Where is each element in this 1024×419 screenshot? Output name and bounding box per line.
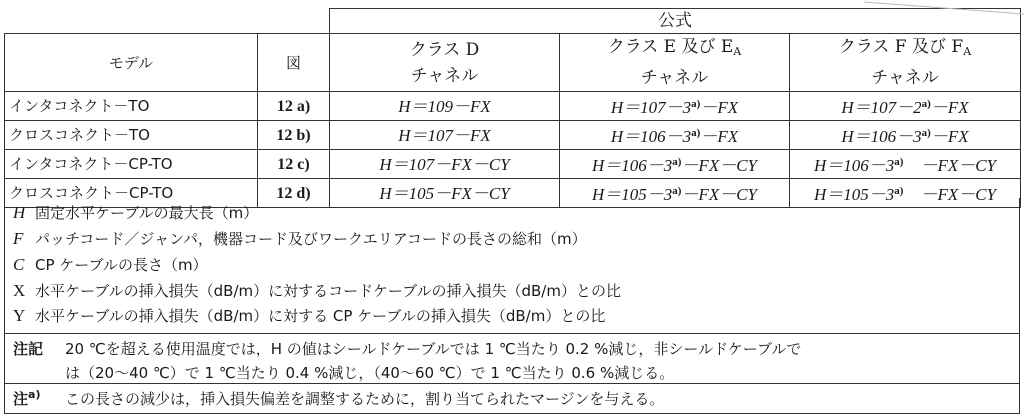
footnote-mark: a): [672, 156, 682, 168]
footnote-mark: a): [894, 156, 904, 168]
definition-item: [13, 202, 258, 223]
footnote-label-mark: a): [28, 388, 41, 401]
formula-part: －FX: [700, 127, 739, 146]
formula-part: H＝107－3: [610, 98, 692, 117]
class-e-label: クラス E 及び E: [607, 37, 734, 57]
class-d-formula: H＝107－FX－CY: [330, 150, 560, 179]
note-text-1: 20 ℃を超える使用温度では，H の値はシールドケーブルでは 1 ℃当たり 0.2 %減じ，非シールドケーブルで: [65, 340, 802, 358]
class-d-header: [330, 34, 560, 92]
notes-box: [4, 198, 1020, 414]
definition-text: 水平ケーブルの挿入損失（dB/m）に対する CP ケーブルの挿入損失（dB/m）との比: [35, 307, 606, 325]
formula-part: －FX－CY: [681, 185, 757, 204]
formula-part: H＝105－3: [591, 185, 673, 204]
footnote-mark: a): [691, 127, 701, 139]
class-f-header: [790, 34, 1021, 92]
footnote-mark: a): [691, 98, 701, 110]
definition-symbol: X: [13, 281, 26, 300]
class-e-header: [560, 34, 790, 92]
class-f-formula: [790, 150, 1021, 179]
class-e-formula: [560, 150, 790, 179]
figure-cell: 12 a): [258, 92, 330, 121]
class-d-formula: H＝107－FX: [330, 121, 560, 150]
class-f-subscript: A: [963, 45, 972, 58]
class-f-label: クラス F 及び F: [838, 37, 964, 57]
class-e-subscript: A: [733, 45, 742, 58]
formula-part: －FX: [700, 98, 739, 117]
footnote-mark: a): [672, 185, 682, 197]
footnote-label-text: 注: [13, 390, 29, 408]
definition-symbol: Y: [13, 306, 26, 325]
class-f-channel: チャネル: [871, 68, 939, 88]
definition-text: 水平ケーブルの挿入損失（dB/m）に対するコードケーブルの挿入損失（dB/m）との比: [35, 282, 621, 300]
class-e-channel: チャネル: [640, 68, 709, 88]
note-line-1: [13, 338, 801, 359]
class-d-label: クラス D: [409, 39, 480, 60]
definition-symbol: C: [13, 255, 25, 274]
figure-cell: 12 c): [258, 150, 330, 179]
formula-part: H＝106－3: [591, 156, 673, 175]
formula-part: H＝106－3: [814, 156, 895, 175]
table-row: [5, 92, 1021, 121]
definition-item: [13, 280, 621, 301]
definition-item: [13, 228, 587, 249]
class-d-channel: チャネル: [410, 65, 479, 86]
figure-column-header: 図: [258, 34, 330, 92]
class-e-formula: [560, 121, 790, 150]
figure-cell: 12 d): [258, 179, 330, 208]
definition-text: パッチコード／ジャンパ，機器コード及びワークエリアコードの長さの総和（m）: [35, 230, 587, 248]
footnote: [13, 388, 664, 409]
class-f-formula: [790, 92, 1021, 121]
formula-part: H＝106－3: [841, 127, 922, 146]
definition-item: [13, 254, 208, 275]
channel-length-table: [4, 8, 1021, 208]
blank-corner: [5, 9, 330, 34]
model-cell: クロスコネクト－CP-TO: [5, 179, 258, 208]
formula-part: －FX: [930, 98, 969, 117]
formula-part: －FX－CY: [681, 156, 757, 175]
model-cell: インタコネクト－TO: [5, 92, 258, 121]
definition-text: CP ケーブルの長さ（m）: [35, 256, 208, 274]
scan-mark-icon: [864, 0, 1024, 16]
footnote-text: この長さの減少は，挿入損失偏差を調整するために，割り当てられたマージンを与える。: [65, 390, 665, 408]
table-row: [5, 150, 1021, 179]
formula-part: H＝106－3: [610, 127, 692, 146]
figure-cell: 12 b): [258, 121, 330, 150]
note-label: 注記: [13, 340, 44, 358]
formula-part: －FX－CY: [903, 156, 997, 175]
model-cell: クロスコネクト－TO: [5, 121, 258, 150]
definition-symbol: H: [13, 203, 26, 222]
definition-item: [13, 305, 605, 326]
formula-part: －FX: [930, 127, 969, 146]
note-line-2: は（20～40 ℃）で 1 ℃当たり 0.4 %減じ，（40～60 ℃）で 1 ℃当たり 0.6 %減じる。: [65, 364, 675, 382]
formula-part: H＝107－2: [841, 98, 922, 117]
divider: [5, 383, 1019, 384]
footnote-mark: a): [894, 185, 904, 197]
table-row: [5, 121, 1021, 150]
divider: [5, 333, 1019, 334]
formula-part: －FX－CY: [903, 185, 997, 204]
class-d-formula: H＝105－FX－CY: [330, 179, 560, 208]
footnote-mark: a): [921, 127, 931, 139]
class-e-formula: [560, 92, 790, 121]
class-f-formula: [790, 121, 1021, 150]
footnote-label: [13, 388, 65, 409]
class-d-formula: H＝109－FX: [330, 92, 560, 121]
footnote-mark: a): [921, 98, 931, 110]
model-column-header: モデル: [5, 34, 258, 92]
definition-symbol: F: [13, 229, 24, 248]
formula-part: H＝105－3: [814, 185, 895, 204]
model-cell: インタコネクト－CP-TO: [5, 150, 258, 179]
formula-header: 公式: [330, 9, 1021, 34]
definition-text: 固定水平ケーブルの最大長（m）: [35, 204, 259, 222]
